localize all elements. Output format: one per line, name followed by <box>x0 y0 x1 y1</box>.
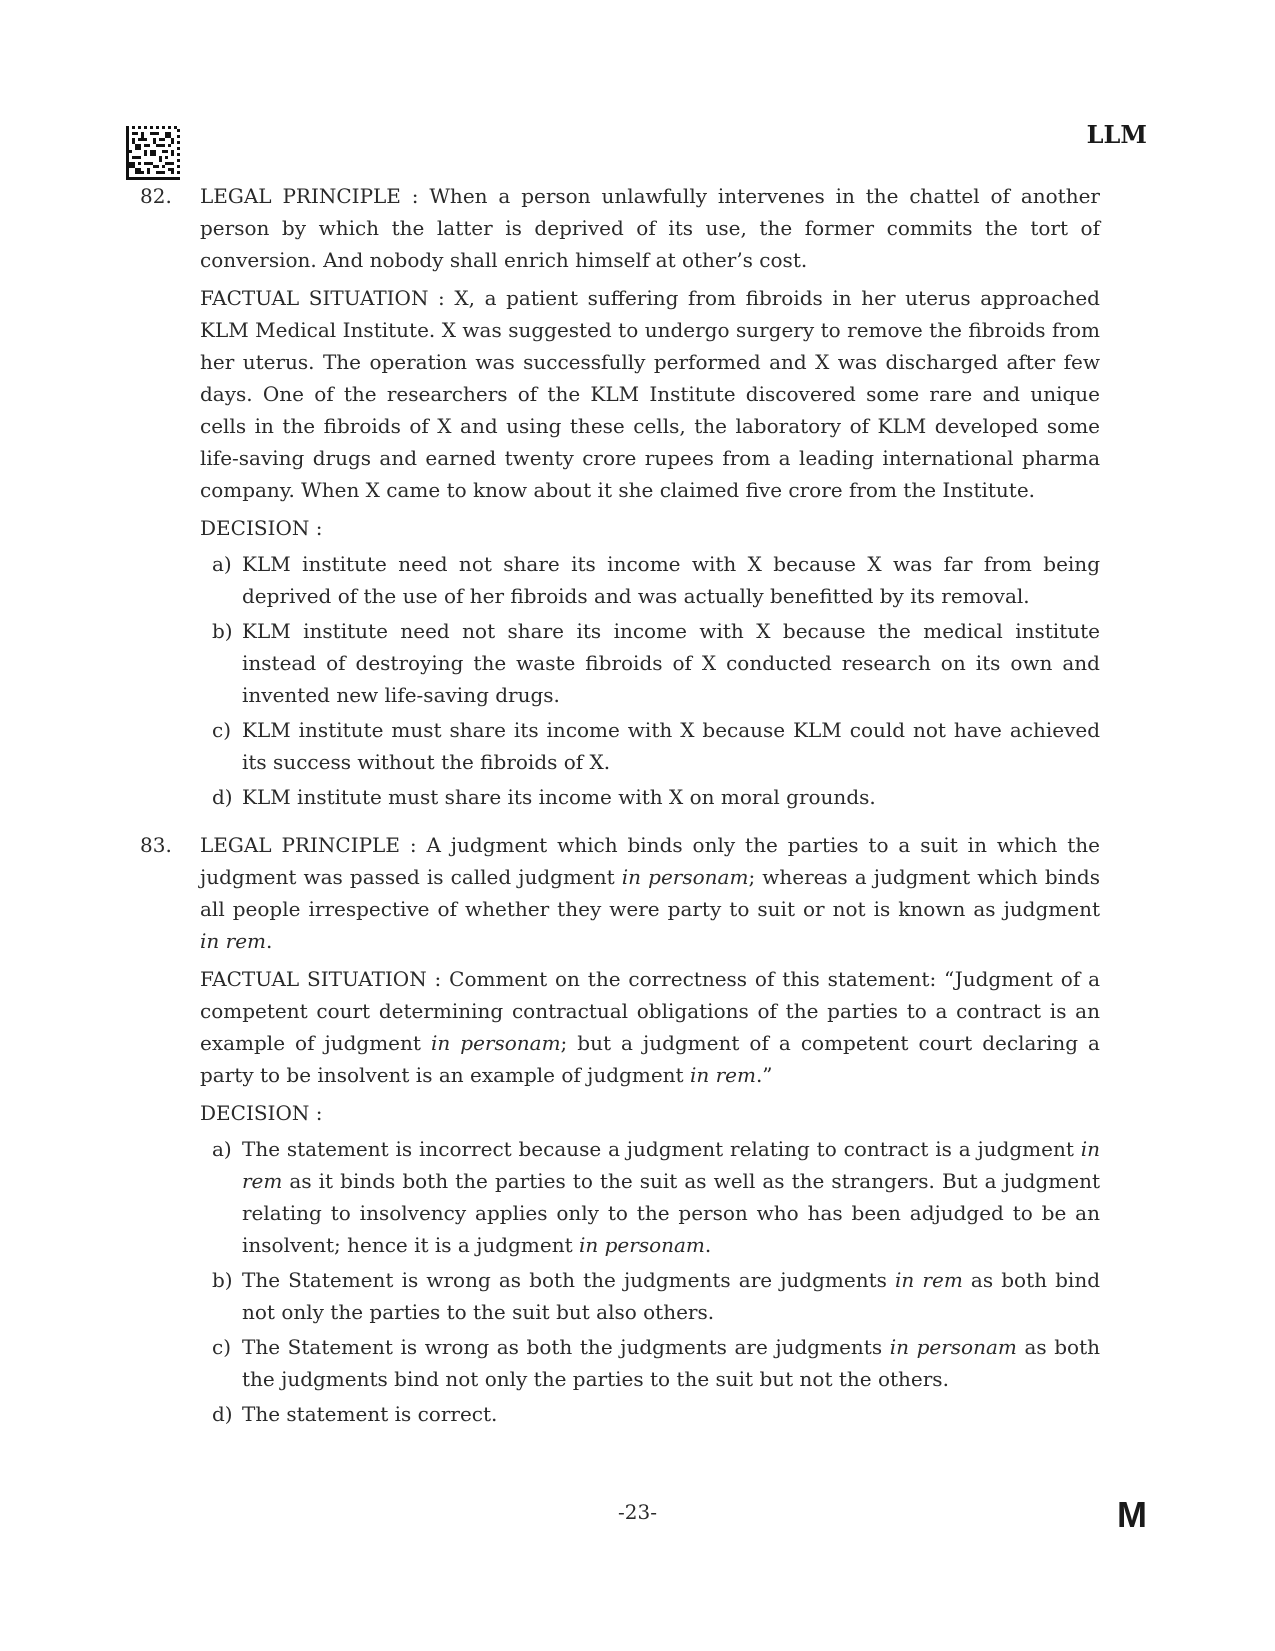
option-b[interactable]: b) KLM institute need not share its income with X because the medical institute instead of destroying the waste fibroids of X conducted research on its own and invented new life-saving drugs. <box>212 619 1100 707</box>
option-d[interactable]: d) The statement is correct. <box>212 1402 498 1426</box>
question-number: 82. <box>140 184 172 208</box>
option-d[interactable]: d) KLM institute must share its income with X on moral grounds. <box>212 785 876 809</box>
legal-principle: LEGAL PRINCIPLE : When a person unlawfully intervenes in the chattel of another person by which the latter is deprived of its use, the former commits the tort of conversion. And nobody shall enrich himself at other’s cost. <box>200 184 1100 272</box>
option-a[interactable]: a) KLM institute need not share its income with X because X was far from being deprived of the use of her fibroids and was actually benefitted by its removal. <box>212 552 1100 608</box>
option-c[interactable]: c) KLM institute must share its income with X because KLM could not have achieved its success without the fibroids of X. <box>212 718 1100 774</box>
decision-label: DECISION : <box>200 1101 323 1125</box>
question-82 <box>140 180 1100 816</box>
series-code: M <box>1117 1494 1147 1535</box>
option-list <box>200 1133 1100 1430</box>
option-a[interactable]: a) The statement is incorrect because a judgment relating to contract is a judgment in rem as it binds both the parties to the suit as well as the strangers. But a judgment relating to insolvency applies only to the person who has been adjudged to be an insolvent; hence it is a judgment in personam. <box>212 1137 1100 1257</box>
option-list <box>200 548 1100 813</box>
question-83 <box>140 829 1100 1433</box>
option-b[interactable]: b) The Statement is wrong as both the judgments are judgments in rem as both bind not only the parties to the suit but also others. <box>212 1268 1101 1324</box>
question-number: 83. <box>140 833 172 857</box>
page-number: -23- <box>618 1500 657 1524</box>
option-c[interactable]: c) The Statement is wrong as both the judgments are judgments in personam as both the judgments bind not only the parties to the suit but not the others. <box>212 1335 1100 1391</box>
paper-code: LLM <box>1086 120 1147 149</box>
factual-situation: FACTUAL SITUATION : Comment on the correctness of this statement: “Judgment of a competent court determining contractual obligations of the parties to a contract is an example of judgment in personam; but a judgment of a competent court declaring a party to be insolvent is an example of judgment in rem.” <box>200 967 1100 1087</box>
legal-principle: LEGAL PRINCIPLE : A judgment which binds only the parties to a suit in which the judgment was passed is called judgment in personam; whereas a judgment which binds all people irrespective of whether they were party to suit or not is known as judgment in rem. <box>200 833 1101 953</box>
qr-code-icon <box>126 126 180 180</box>
factual-situation: FACTUAL SITUATION : X, a patient suffering from fibroids in her uterus approached KLM Medical Institute. X was suggested to undergo surgery to remove the fibroids from her uterus. The operation was successfully performed and X was discharged after few days. One of the researchers of the KLM Institute discovered some rare and unique cells in the fibroids of X and using these cells, the laboratory of KLM developed some life-saving drugs and earned twenty crore rupees from a leading international pharma company. When X came to know about it she claimed five crore from the Institute. <box>200 286 1100 502</box>
decision-label: DECISION : <box>200 516 323 540</box>
